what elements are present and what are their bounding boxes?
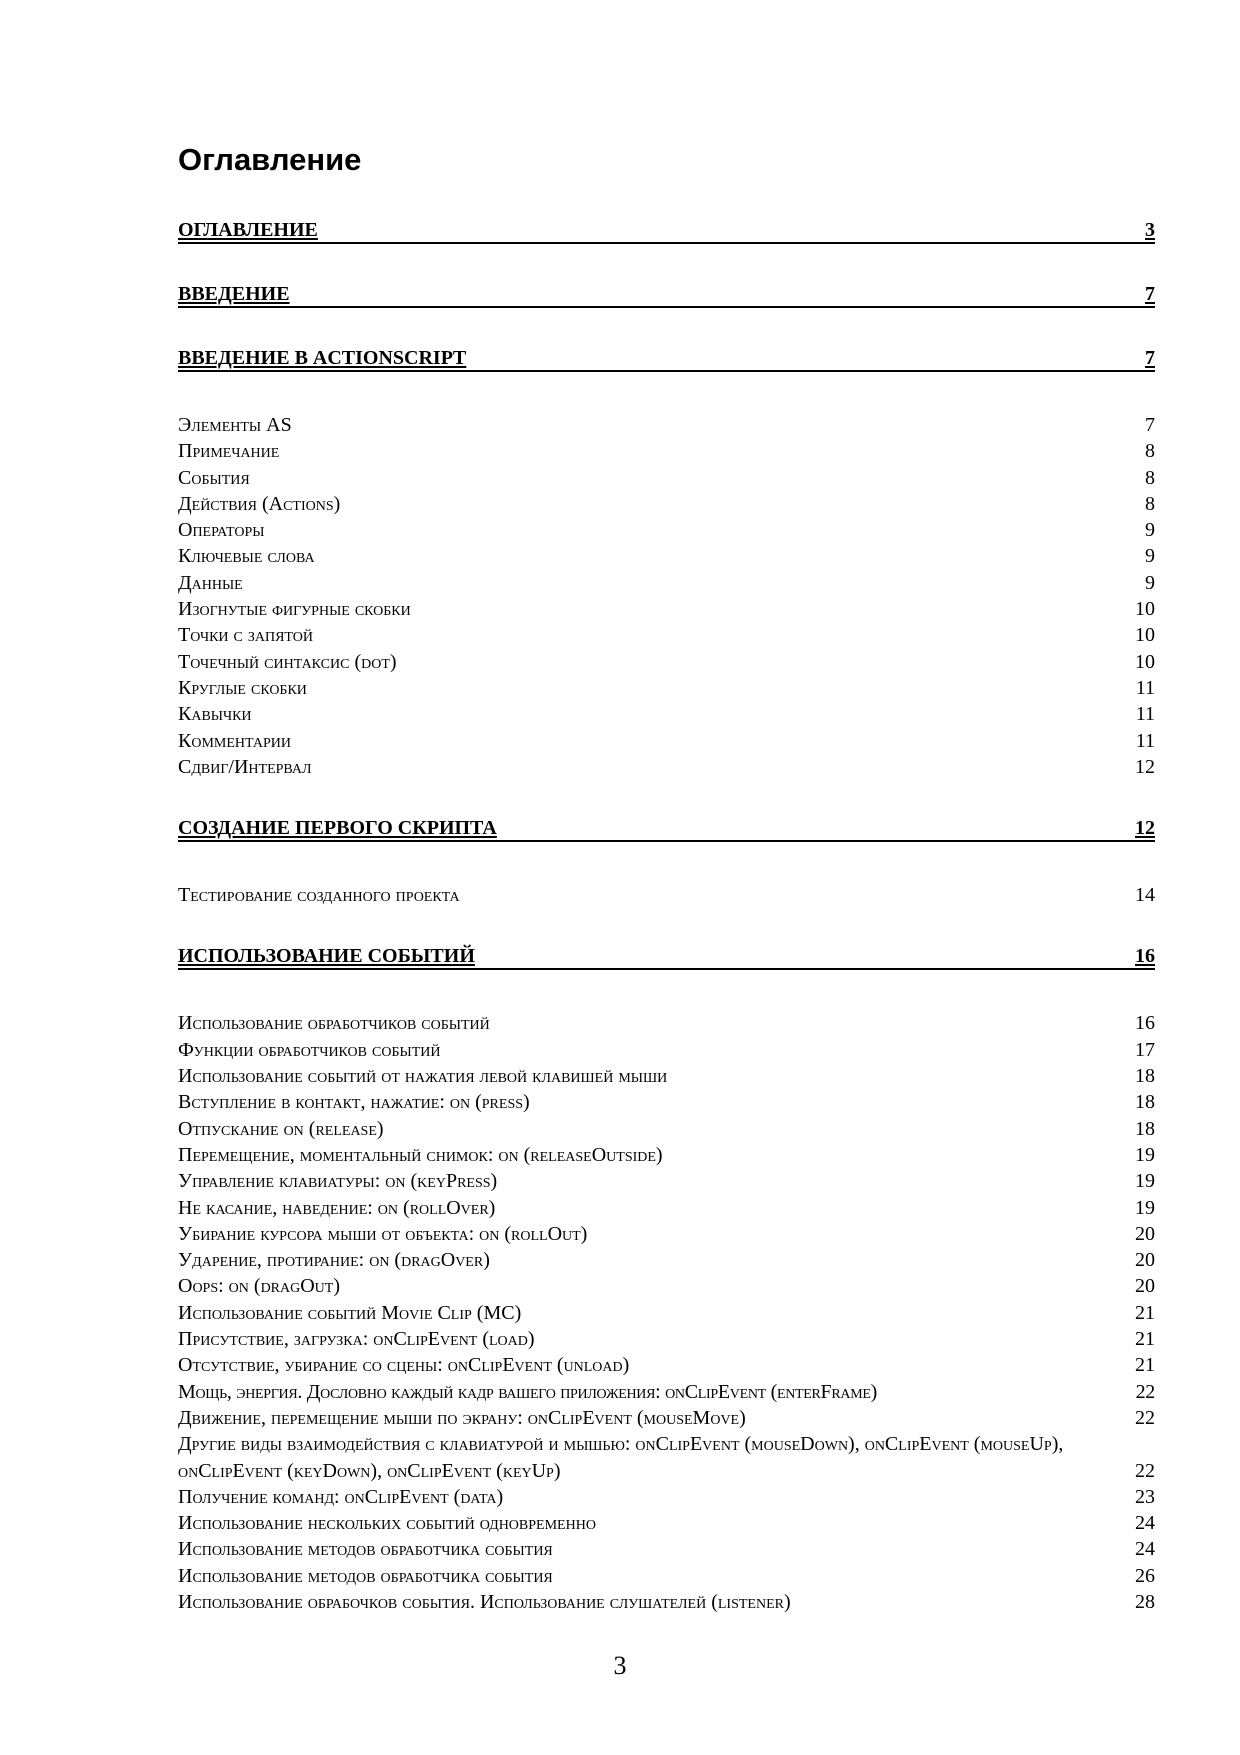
toc-entry-page: 18 <box>1135 1065 1155 1088</box>
toc-subentry[interactable] <box>178 622 1155 648</box>
toc-major-entry[interactable] <box>178 944 1155 970</box>
toc-entry-page: 8 <box>1145 440 1155 463</box>
toc-entry-title: ИСПОЛЬЗОВАНИЕ СОБЫТИЙ <box>178 945 475 968</box>
toc-subentry[interactable] <box>178 1221 1155 1247</box>
toc-subentry[interactable] <box>178 1010 1155 1036</box>
toc-entry-title: Не касание, наведение: on (rollOver) <box>178 1196 496 1219</box>
toc-entry-title: Ключевые слова <box>178 545 315 568</box>
toc-entry-title: Действия (Actions) <box>178 492 341 515</box>
toc-subentry[interactable] <box>178 570 1155 596</box>
toc-entry-page: 12 <box>1135 817 1155 840</box>
toc-subentry[interactable] <box>178 465 1155 491</box>
toc-entry-page: 24 <box>1135 1538 1155 1561</box>
toc-entry-title: Отпускание on (release) <box>178 1117 384 1140</box>
toc-entry-title: События <box>178 466 250 489</box>
toc-subentry[interactable] <box>178 649 1155 675</box>
toc-entry-title: Изогнутые фигурные скобки <box>178 598 411 621</box>
toc-subentry[interactable] <box>178 1536 1155 1562</box>
toc-entry-page: 12 <box>1135 755 1155 778</box>
toc-subentry[interactable] <box>178 754 1155 780</box>
toc-entry-title: Круглые скобки <box>178 676 307 699</box>
toc-entry-title: ВВЕДЕНИЕ <box>178 283 290 305</box>
toc-subentries <box>178 1010 1155 1615</box>
toc-entry-page: 11 <box>1135 729 1155 752</box>
toc-entry-page: 24 <box>1135 1512 1155 1535</box>
toc-subentry[interactable] <box>178 1142 1155 1168</box>
toc-entry-title: Использование событий от нажатия левой клавишей мыши <box>178 1065 668 1088</box>
toc-entry-page: 22 <box>1135 1459 1155 1482</box>
toc-entry-page: 8 <box>1145 492 1155 515</box>
toc-entry-page: 23 <box>1135 1485 1155 1508</box>
toc-subentry[interactable] <box>178 728 1155 754</box>
toc-entry-title: Элементы AS <box>178 414 292 436</box>
toc-entry-title: Сдвиг/Интервал <box>178 755 312 778</box>
toc-entry-title: Вступление в контакт, нажатие: on (press) <box>178 1091 530 1114</box>
toc-entry-title: Убирание курсора мыши от объекта: on (rollOut) <box>178 1222 588 1245</box>
toc-subentry[interactable] <box>178 701 1155 727</box>
page-title: Оглавление <box>178 142 362 177</box>
toc-subentry[interactable] <box>178 412 1155 438</box>
toc-subentry[interactable] <box>178 1168 1155 1194</box>
toc-entry-page: 10 <box>1135 624 1155 647</box>
toc-subentry[interactable] <box>178 882 1155 908</box>
toc-subentry[interactable] <box>178 1195 1155 1221</box>
toc-entry-title: Использование нескольких событий одновременно <box>178 1512 596 1535</box>
toc-subentry[interactable] <box>178 1116 1155 1142</box>
toc-entry-title: Использование событий Movie Clip (MC) <box>178 1301 522 1324</box>
toc-subentry[interactable] <box>178 1273 1155 1299</box>
toc-entry-title: Другие виды взаимодействия с клавиатурой и мышью: onClipEvent (mouseDown), onClipEvent (mouseUp), onClipEvent (keyDown), onClipEvent (keyUp) <box>178 1433 1064 1482</box>
toc-subentry[interactable] <box>178 1352 1155 1378</box>
toc-entry-title: ВВЕДЕНИЕ В ACTIONSCRIPT <box>178 347 467 369</box>
toc-entry-title: СОЗДАНИЕ ПЕРВОГО СКРИПТА <box>178 817 497 840</box>
toc-entry-title: Использование методов обработчика события <box>178 1564 553 1587</box>
toc-entry-page: 3 <box>1145 219 1155 241</box>
toc-entry-title: Тестирование созданного проекта <box>178 884 460 907</box>
toc-entry-page: 20 <box>1135 1249 1155 1272</box>
toc-entry-page: 19 <box>1135 1196 1155 1219</box>
toc-entry-title: Отсутствие, убирание со сцены: onClipEvent (unload) <box>178 1354 630 1377</box>
toc-entry-title: Использование обработчиков событий <box>178 1012 490 1035</box>
toc-entry-page: 18 <box>1135 1091 1155 1114</box>
toc-entry-page: 11 <box>1135 703 1155 726</box>
toc-subentry[interactable] <box>178 1563 1155 1589</box>
toc-entry-page: 7 <box>1145 283 1155 305</box>
toc-entry-title: Точечный синтаксис (dot) <box>178 650 397 673</box>
toc-entry-title: Перемещение, моментальный снимок: on (releaseOutside) <box>178 1143 663 1166</box>
toc-entry-title: Oops: on (dragOut) <box>178 1275 340 1298</box>
toc-entry-title: Примечание <box>178 440 280 463</box>
toc-entry-page: 18 <box>1135 1117 1155 1140</box>
toc-entry-page: 7 <box>1145 347 1155 369</box>
toc-subentries <box>178 882 1155 908</box>
toc-major-entry[interactable] <box>178 346 1155 372</box>
toc-subentry[interactable] <box>178 491 1155 517</box>
toc-entry-page: 22 <box>1135 1380 1155 1403</box>
page-number: 3 <box>613 1651 627 1680</box>
toc-major-entry[interactable] <box>178 816 1155 842</box>
toc-entry-page: 10 <box>1135 598 1155 621</box>
toc-subentry[interactable] <box>178 517 1155 543</box>
toc-entry-page: 26 <box>1135 1564 1155 1587</box>
toc-subentry[interactable] <box>178 1484 1155 1510</box>
toc-entry-page: 28 <box>1135 1590 1155 1613</box>
toc-subentry[interactable] <box>178 596 1155 622</box>
toc-entry-title: Операторы <box>178 519 265 542</box>
toc-entry-page: 8 <box>1145 466 1155 489</box>
toc-entry-page: 11 <box>1135 676 1155 699</box>
toc-entry-page: 9 <box>1145 545 1155 568</box>
toc-entry-title: Присутствие, загрузка: onClipEvent (load) <box>178 1328 535 1351</box>
toc-entry-page: 17 <box>1135 1038 1155 1061</box>
toc-entry-page: 20 <box>1135 1275 1155 1298</box>
toc-entry-title: Комментарии <box>178 729 291 752</box>
table-of-contents <box>178 218 1155 1615</box>
toc-entry-page: 21 <box>1135 1301 1155 1324</box>
toc-entry-page: 16 <box>1135 945 1155 968</box>
toc-entry-title: Использование методов обработчика события <box>178 1538 553 1561</box>
toc-entry-page: 22 <box>1135 1406 1155 1429</box>
toc-subentries <box>178 412 1155 780</box>
toc-subentry[interactable] <box>178 1037 1155 1063</box>
toc-entry-page: 9 <box>1145 571 1155 594</box>
toc-entry-page: 19 <box>1135 1143 1155 1166</box>
toc-subentry[interactable] <box>178 438 1155 464</box>
toc-entry-title: Управление клавиатуры: on (keyPress) <box>178 1170 498 1193</box>
toc-subentry[interactable] <box>178 1063 1155 1089</box>
toc-subentry[interactable] <box>178 1431 1155 1484</box>
toc-entry-title: Получение команд: onClipEvent (data) <box>178 1485 504 1508</box>
toc-entry-page: 19 <box>1135 1170 1155 1193</box>
toc-entry-page: 21 <box>1135 1328 1155 1351</box>
toc-entry-title: ОГЛАВЛЕНИЕ <box>178 219 318 241</box>
toc-entry-title: Движение, перемещение мыши по экрану: onClipEvent (mouseMove) <box>178 1406 746 1429</box>
toc-entry-page: 9 <box>1145 519 1155 542</box>
toc-subentry[interactable] <box>178 1379 1155 1405</box>
toc-entry-page: 21 <box>1135 1354 1155 1377</box>
toc-entry-page: 14 <box>1135 884 1155 907</box>
toc-subentry[interactable] <box>178 675 1155 701</box>
toc-entry-title: Точки с запятой <box>178 624 314 647</box>
toc-major-entry[interactable] <box>178 282 1155 308</box>
toc-subentry[interactable] <box>178 543 1155 569</box>
toc-subentry[interactable] <box>178 1247 1155 1273</box>
toc-entry-page: 20 <box>1135 1222 1155 1245</box>
toc-entry-page: 7 <box>1145 414 1155 436</box>
toc-entry-page: 16 <box>1135 1012 1155 1035</box>
toc-entry-title: Мощь, энергия. Дословно каждый кадр вашего приложения: onClipEvent (enterFrame) <box>178 1380 877 1403</box>
toc-subentry[interactable] <box>178 1089 1155 1115</box>
toc-entry-title: Данные <box>178 571 243 594</box>
toc-subentry[interactable] <box>178 1326 1155 1352</box>
toc-major-entry[interactable] <box>178 218 1155 244</box>
toc-entry-title: Ударение, протирание: on (dragOver) <box>178 1249 490 1272</box>
toc-entry-title: Кавычки <box>178 703 252 726</box>
toc-entry-title: Функции обработчиков событий <box>178 1038 441 1061</box>
toc-entry-page: 10 <box>1135 650 1155 673</box>
toc-subentry[interactable] <box>178 1405 1155 1431</box>
toc-subentry[interactable] <box>178 1510 1155 1536</box>
toc-subentry[interactable] <box>178 1300 1155 1326</box>
toc-entry-title: Использование обрабочков события. Использование слушателей (listener) <box>178 1590 791 1613</box>
toc-subentry[interactable] <box>178 1589 1155 1615</box>
